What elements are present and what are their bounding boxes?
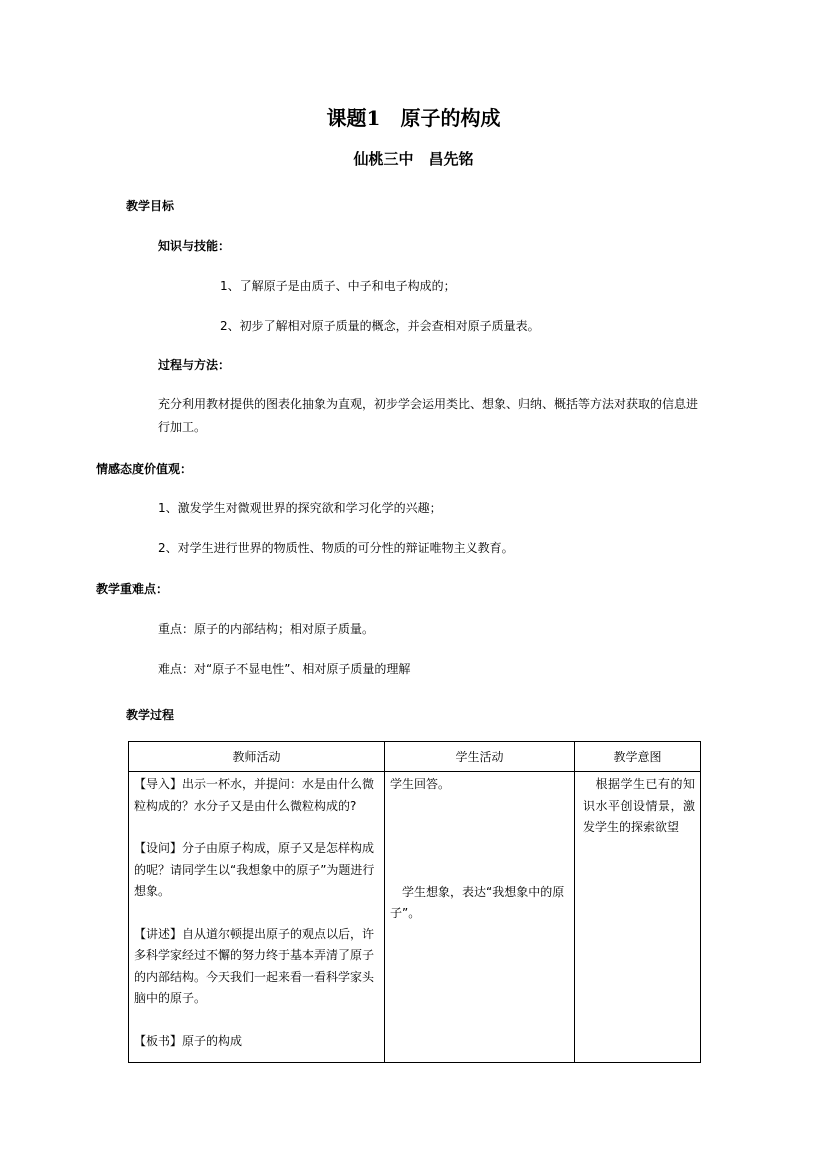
knowledge-heading: 知识与技能： [158,239,231,253]
page-title: 课题1 原子的构成 [326,106,501,130]
process-method-text: 充分利用教材提供的图表化抽象为直观，初步学会运用类比、想象、归纳、概括等方法对获取的信息进行加工。 [158,397,699,434]
student-answer: 学生回答。 [390,777,451,791]
author-line: 仙桃三中 昌先铭 [353,150,474,168]
key-focus: 重点：原子的内部结构；相对原子质量。 [158,622,375,636]
intent-cell: 根据学生已有的知识水平创设情景，激发学生的探索欲望 [575,772,701,1063]
teacher-intro: 【导入】出示一杯水，并提问：水是由什么微粒构成的？水分子又是由什么微粒构成的? [134,777,375,813]
emotion-item-1: 1、激发学生对微观世界的探究欲和学习化学的兴趣； [158,501,442,515]
key-points-heading: 教学重难点： [96,582,169,596]
emotion-heading: 情感态度价值观： [96,462,193,476]
header-intent: 教学意图 [575,742,701,772]
process-heading: 教学过程 [126,708,175,722]
key-difficulty: 难点：对“原子不显电性”、相对原子质量的理解 [158,662,411,676]
header-student: 学生活动 [385,742,575,772]
goals-heading: 教学目标 [126,199,175,213]
emotion-item-2: 2、对学生进行世界的物质性、物质的可分性的辩证唯物主义教育。 [158,541,514,555]
teacher-board: 【板书】原子的构成 [134,1033,243,1048]
student-imagine: 学生想象，表达“我想象中的原子”。 [390,884,565,920]
knowledge-item-1: 1、了解原子是由质子、中子和电子构成的； [220,279,456,293]
process-method-heading: 过程与方法： [158,358,231,372]
knowledge-item-2: 2、初步了解相对原子质量的概念，并会查相对原子质量表。 [220,319,540,333]
table-header-row [129,742,701,772]
teacher-question: 【设问】分子由原子构成，原子又是怎样构成的呢？请同学生以“我想象中的原子”为题进行想象。 [134,841,375,898]
header-teacher: 教师活动 [129,742,385,772]
teacher-lecture: 【讲述】自从道尔顿提出原子的观点以后，许多科学家经过不懈的努力终于基本弄清了原子的内部结构。今天我们一起来看一看科学家头脑中的原子。 [134,926,375,1005]
lesson-table [128,741,701,1063]
teacher-cell [129,772,385,1063]
student-cell [385,772,575,1063]
table-row [129,772,701,1063]
